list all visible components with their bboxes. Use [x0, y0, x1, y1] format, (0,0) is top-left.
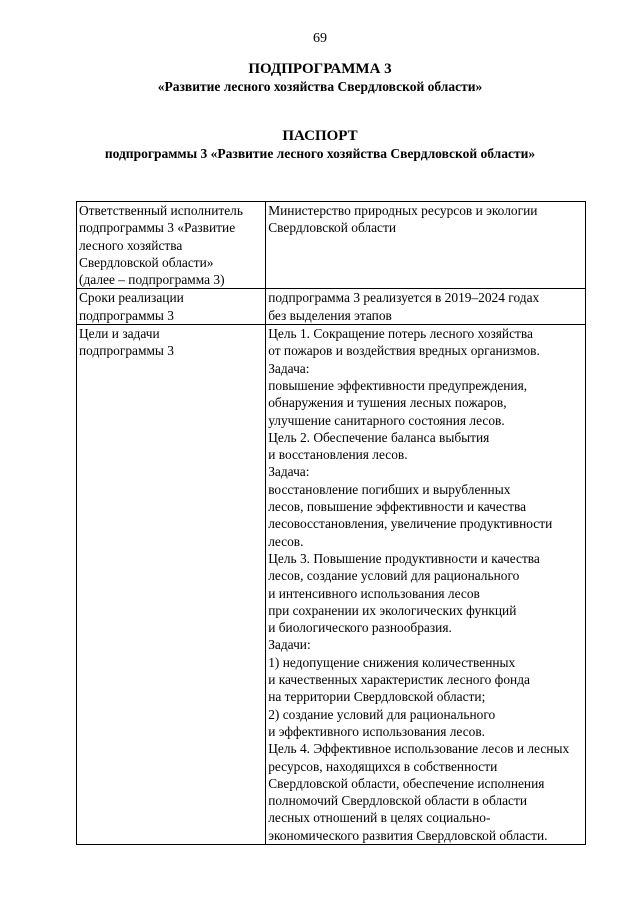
row-value-line: Свердловской области, обеспечение исполнения: [268, 775, 545, 791]
subprogram-heading: [0, 61, 640, 95]
row-label-line: подпрограммы 3 «Развитие: [79, 220, 236, 236]
row-value-line: от пожаров и воздействия вредных организмов.: [268, 343, 540, 359]
passport-subtitle: подпрограммы 3 «Развитие лесного хозяйства Свердловской области»: [104, 146, 536, 161]
row-label-line: Цели и задачи: [79, 326, 160, 342]
row-value-line: 2) создание условий для рационального: [268, 706, 496, 722]
row-label-line: Ответственный исполнитель: [79, 203, 243, 218]
row-value-line: улучшение санитарного состояния лесов.: [268, 412, 505, 428]
table-row: [77, 202, 586, 289]
row-value-line: Цель 2. Обеспечение баланса выбытия: [268, 429, 490, 445]
subprogram-subtitle: «Развитие лесного хозяйства Свердловской области»: [157, 79, 483, 94]
row-value-line: и эффективного использования лесов.: [268, 723, 486, 739]
row-value-line: лесов.: [268, 533, 304, 549]
row-value-line: 1) недопущение снижения количественных: [268, 654, 516, 670]
row-value-cell: [266, 289, 586, 325]
page-number: 69: [313, 31, 327, 46]
row-value-line: ресурсов, находящихся в собственности: [268, 758, 498, 774]
row-label-line: подпрограммы 3: [79, 343, 174, 359]
row-value-line: Свердловской области: [268, 220, 397, 236]
row-label-line: (далее – подпрограмма 3): [79, 272, 225, 288]
row-value-line: и биологического разнообразия.: [268, 620, 452, 636]
passport-table: [76, 201, 586, 845]
row-value-line: Задачи:: [268, 637, 311, 653]
row-value-line: лесов, создание условий для рационального: [268, 568, 520, 584]
row-value-line: обнаружения и тушения лесных пожаров,: [268, 395, 507, 411]
row-value-line: и интенсивного использования лесов: [268, 585, 480, 601]
row-value-cell: [266, 202, 586, 289]
row-value-line: Цель 3. Повышение продуктивности и качества: [268, 550, 540, 566]
row-label-cell: [77, 325, 266, 845]
subprogram-title: ПОДПРОГРАММА 3: [248, 61, 392, 77]
row-label-cell: [77, 202, 266, 289]
row-value-line: подпрограмма 3 реализуется в 2019–2024 годах: [268, 290, 540, 306]
row-value-line: Министерство природных ресурсов и экологии: [268, 203, 538, 218]
row-value-line: экономического развития Свердловской области.: [268, 827, 548, 843]
row-value-cell: [266, 325, 586, 845]
row-label-line: лесного хозяйства: [79, 237, 183, 253]
row-label-line: Сроки реализации: [79, 290, 184, 306]
passport-heading: [0, 128, 640, 162]
row-value-line: и качественных характеристик лесного фонда: [268, 672, 530, 688]
row-value-line: повышение эффективности предупреждения,: [268, 377, 528, 393]
table-row: [77, 325, 586, 845]
row-label-cell: [77, 289, 266, 325]
row-value-line: Цель 1. Сокращение потерь лесного хозяйства: [268, 326, 533, 342]
row-value-line: без выделения этапов: [268, 307, 392, 323]
row-value-line: Задача:: [268, 464, 310, 480]
passport-title: ПАСПОРТ: [282, 128, 358, 144]
row-label-line: Свердловской области»: [79, 254, 214, 270]
row-value-line: лесов, повышение эффективности и качества: [268, 499, 527, 515]
table-row: [77, 289, 586, 325]
row-value-line: восстановление погибших и вырубленных: [268, 481, 511, 497]
row-value-line: при сохранении их экологических функций: [268, 602, 517, 618]
row-value-line: лесовосстановления, увеличение продуктивности: [268, 516, 553, 532]
row-value-line: лесных отношений в целях социально-: [268, 810, 491, 826]
row-value-line: и восстановления лесов.: [268, 447, 408, 463]
row-value-line: полномочий Свердловской области в области: [268, 793, 528, 809]
row-value-line: на территории Свердловской области;: [268, 689, 486, 705]
row-value-line: Цель 4. Эффективное использование лесов и лесных: [268, 741, 570, 757]
row-value-line: Задача:: [268, 360, 310, 376]
row-label-line: подпрограммы 3: [79, 307, 174, 323]
